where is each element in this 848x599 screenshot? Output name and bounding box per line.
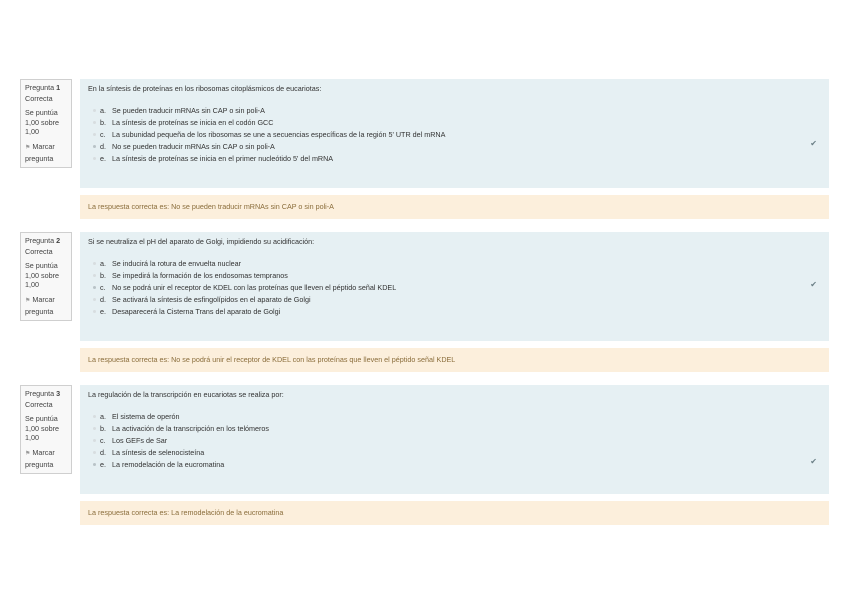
question-text: Si se neutraliza el pH del aparato de Golgi, impidiendo su acidificación: xyxy=(88,237,315,246)
flag-icon: ⚑ xyxy=(25,297,31,304)
radio-button[interactable] xyxy=(93,133,96,136)
question-content: La regulación de la transcripción en eucariotas se realiza por: a. El sistema de operón b. La activación de la transcripción en los telómeros c. Los GEFs de Sar d. La síntesis de selenocisteína e. La remodelación de la eucromatina ✔ xyxy=(80,385,829,494)
question-grade: Se puntúa 1,00 sobre 1,00 xyxy=(25,261,59,290)
radio-button[interactable] xyxy=(93,439,96,442)
question-text: En la síntesis de proteínas en los ribosomas citoplásmicos de eucariotas: xyxy=(88,84,322,93)
radio-button[interactable] xyxy=(93,121,96,124)
flag-icon: ⚑ xyxy=(25,450,31,457)
radio-button[interactable] xyxy=(93,427,96,430)
radio-button[interactable] xyxy=(93,274,96,277)
radio-button[interactable] xyxy=(93,415,96,418)
radio-button[interactable] xyxy=(93,298,96,301)
question-info xyxy=(20,385,72,474)
flag-icon: ⚑ xyxy=(25,144,31,151)
radio-button[interactable] xyxy=(93,262,96,265)
correct-answer-feedback: La respuesta correcta es: La remodelación de la eucromatina xyxy=(80,501,829,525)
question-info xyxy=(20,79,72,168)
question-grade: Se puntúa 1,00 sobre 1,00 xyxy=(25,108,59,137)
flag-question-link[interactable]: ⚑ Marcar pregunta xyxy=(25,447,55,469)
question-number: Pregunta 3 xyxy=(25,389,61,398)
question-content: En la síntesis de proteínas en los ribosomas citoplásmicos de eucariotas: a. Se pueden traducir mRNAs sin CAP o sin poli-A b. La síntesis de proteínas se inicia en el codón GCC c. La subunidad pequeña de los ribosomas se une a secuencias específicas de la región 5' UTR del mRNA d. No se pueden traducir mRNAs sin CAP o sin poli-A e. La síntesis de proteínas se inicia en el primer nucleótido 5' del mRNA ✔ xyxy=(80,79,829,188)
question-state: Correcta xyxy=(25,246,53,256)
check-icon: ✔ xyxy=(810,457,817,466)
flag-question-link[interactable]: ⚑ Marcar pregunta xyxy=(25,141,55,163)
radio-button[interactable] xyxy=(93,109,96,112)
radio-button[interactable] xyxy=(93,451,96,454)
question-text: La regulación de la transcripción en eucariotas se realiza por: xyxy=(88,390,284,399)
question-info xyxy=(20,232,72,321)
question-number: Pregunta 2 xyxy=(25,236,61,245)
question-state: Correcta xyxy=(25,93,53,103)
check-icon: ✔ xyxy=(810,139,817,148)
radio-button[interactable] xyxy=(93,157,96,160)
radio-button[interactable] xyxy=(93,310,96,313)
question-content: Si se neutraliza el pH del aparato de Golgi, impidiendo su acidificación: a. Se inducirá la rotura de envuelta nuclear b. Se impedirá la formación de los endosomas tempranos c. No se podrá unir el receptor de KDEL con las proteínas que lleven el péptido señal KDEL d. Se activará la síntesis de esfingolípidos en el aparato de Golgi e. Desaparecerá la Cisterna Trans del aparato de Golgi ✔ xyxy=(80,232,829,341)
radio-button-selected[interactable] xyxy=(93,286,96,289)
radio-button-selected[interactable] xyxy=(93,463,96,466)
flag-question-link[interactable]: ⚑ Marcar pregunta xyxy=(25,294,55,316)
radio-button-selected[interactable] xyxy=(93,145,96,148)
check-icon: ✔ xyxy=(810,280,817,289)
correct-answer-feedback: La respuesta correcta es: No se pueden traducir mRNAs sin CAP o sin poli-A xyxy=(80,195,829,219)
correct-answer-feedback: La respuesta correcta es: No se podrá unir el receptor de KDEL con las proteínas que lleven el péptido señal KDEL xyxy=(80,348,829,372)
question-number: Pregunta 1 xyxy=(25,83,61,92)
question-state: Correcta xyxy=(25,399,53,409)
question-grade: Se puntúa 1,00 sobre 1,00 xyxy=(25,414,59,443)
